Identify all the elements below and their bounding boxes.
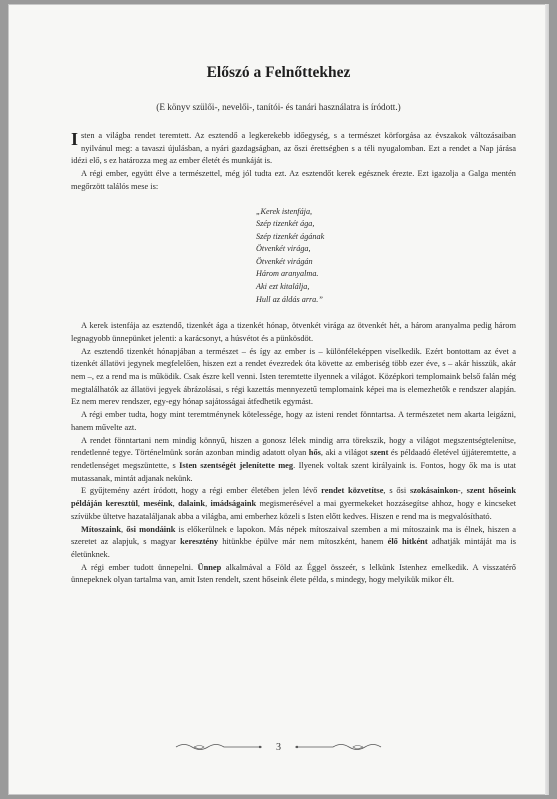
page-subtitle: (E könyv szülői-, nevelői-, tanítói- és tanári használatra is íródott.) [156, 102, 401, 112]
poem-line: Hull az áldás arra.” [256, 294, 323, 304]
paragraph-3: A kerek istenfája az esztendő, tizenkét ága a tizenkét hónap, ötvenkét virága az ötvenkét hét, a három aranyalma pedig három legnagyobb ünnepünket jelenti: a karácsonyt, a húsvétot és a pünkösdöt. [71, 321, 516, 343]
paragraph-8: Mítoszaink, ősi mondáink is előkerülnek e lapokon. Más népek mítoszaival szemben a mi mítoszaink ma is élnek, hiszen a szeretet az alapjuk, s magyar kereszténу hitünkbe épülve már nem mítoszként, hanem élő hitként adhatják mintáját ma is életünknek. [71, 524, 516, 559]
page-number: 3 [276, 741, 281, 753]
poem-line: „Kerek istenfája, [256, 206, 313, 216]
paragraph-1: Isten a világba rendet teremtett. Az esztendő a legkerekebb időegység, s a természet körforgása az évszakok változásaiban nyilvánul meg: a tavaszi újulásban, a nyári gazdagságban, az őszi érettségben s a téli nyugalomban. Ezt a rendet a Nap járása idézi elő, s ez határozza meg az ember életét és munkáját is. [71, 129, 516, 166]
poem-line: Szép tizenkét ága, [256, 219, 315, 229]
paragraph-7: E gyűjtemény azért íródott, hogy a régi ember életében jelen lévő rendet közvetítse, s ősi szokásainkon-, szent hőseink példáján keresztül, meséink, dalaink, imádságaink megismerésével a mai gyermekeket hozzásegítse ahhoz, hogy e kincseket szívükbe ültetve hazatalálјanak abba a világba, ami emberhez közeli s Isten előtt kedves. Hiszen e rend ma is megvalósítható. [71, 486, 517, 521]
poem-line: Három aranyalma. [256, 269, 319, 279]
left-ornament-icon [174, 742, 264, 752]
drop-cap: I [71, 129, 79, 149]
paragraph-6: A rendet fönntartani nem mindig könnyű, hiszen a gonosz lélek mindig arra törekszik, hogy a világot megszentségtelenítse, rendetlenné tegye. Történelmünk során azonban mindig adatott olyan hős, aki a világot szent és példaadó életével újjáteremtette, a rendetlenséget megszüntette, s Isten szentségét jelenítette meg. Ilyenek voltak szent királyaink is. Fontos, hogy ők ma is utat mutassanak, mintát adjanak nekünk. [71, 435, 516, 483]
poem-line: Ötvenkét virága, [256, 244, 311, 254]
poem-line: Aki ezt kitalálja, [256, 282, 310, 292]
poem-line: Ötvenkét virágán [256, 256, 313, 266]
paragraph-9: A régi ember tudott ünnepelni. Ünnep alkalmával a Föld az Éggel összeér, s lelkünk Istenhez emelkedik. A visszatérő ünnepeknek olyan tartalma van, amit Isten rendelt, szent hőseink élete példa, s mindegy, hogy melyikük mikor élt. [71, 562, 516, 585]
riddle-poem [256, 206, 516, 307]
paragraph-5: A régi ember tudta, hogy mint teremtménynek kötelessége, hogy az isteni rendet fönntartsa. A természetet nem akarta leigázni, hanem művelte azt. [71, 410, 516, 432]
paragraph-2: A régi ember, együtt élve a természettel, még jól tudta ezt. Az esztendőt kerek egésznek érezte. Ezt igazolja a Galga mentén megőrzött találós mese is: [71, 169, 516, 191]
page-title: Előszó a Felnőttekhez [206, 64, 351, 81]
right-ornament-icon [293, 742, 383, 752]
body-text [71, 130, 516, 587]
poem-line: Szép tizenkét ágának [256, 231, 325, 241]
page-footer [8, 737, 549, 757]
book-page [8, 4, 549, 795]
paragraph-4: Az esztendő tizenkét hónapjában a természet – és így az ember is – különféleképpen viselkedik. Ezért bontottam az évet a tizenkét állatövi jegynek megfelelően, hiszen ezt a rendet évezredek óta követte az emberiség több ezer éve, s – akár hisszük, akár nem –, ez a rend ma is működik. Csak észre kell venni. Isten teremtette ilyennek a világot. Középkori templomaink belső falán még megtalálhatók az állatövi jegyek ábrázolásai, s régi kazettás mennyezetű templomaink képei ma is elemezhetők e rendszer alapján. Ez nem merev rendszer, egy-egy hónap sajátosságai átfedhetik egymást. [71, 346, 516, 407]
